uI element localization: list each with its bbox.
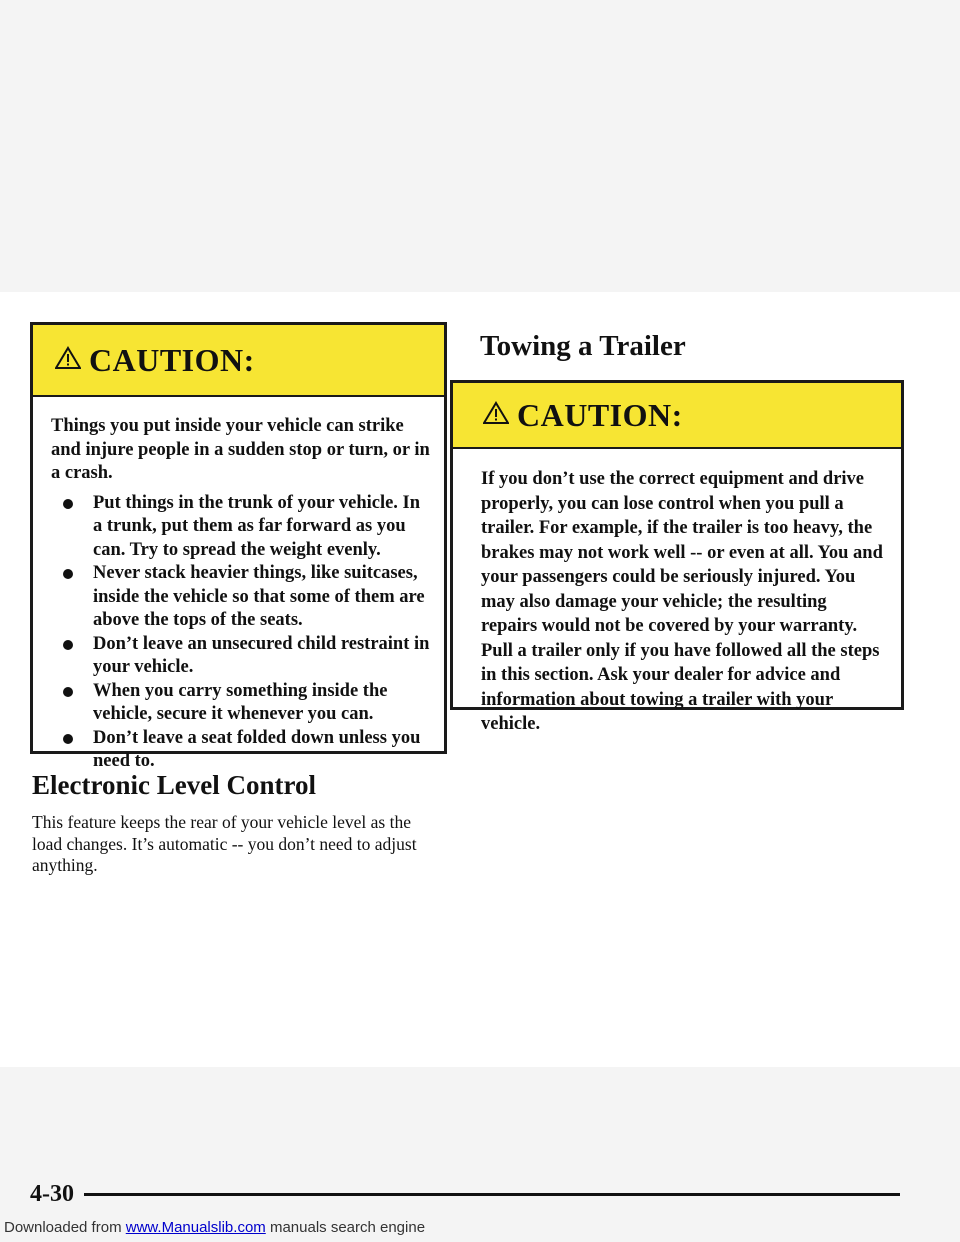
section-heading-towing: Towing a Trailer [480,330,686,362]
section-heading-electronic-level: Electronic Level Control [32,770,316,800]
caution-body [453,449,901,737]
warning-triangle-icon [55,346,81,375]
caution-bullet: Don’t leave an unsecured child restraint in your vehicle. [51,633,430,680]
caution-header [33,325,444,397]
watermark [4,1219,425,1236]
caution-bullet: Put things in the trunk of your vehicle. In a trunk, put them as far forward as you can. Try to spread the weight evenly. [51,492,430,563]
footer-rule [84,1193,900,1196]
caution-label: CAUTION: [89,341,255,378]
caution-bullet-list [51,492,430,774]
caution-intro: Things you put inside your vehicle can strike and injure people in a sudden stop or turn, or in a crash. [51,416,430,483]
caution-label: CAUTION: [517,396,683,433]
towing-caution-text: If you don’t use the correct equipment and drive properly, you can lose control when you pull a trailer. For example, if the trailer is too heavy, the brakes may not work well -- or even at all. You and your passengers could be seriously injured. You may also damage your vehicle; the resulting repairs would not be covered by your warranty. Pull a trailer only if you have followed all the steps in this section. Ask your dealer for advice and information about towing a trailer with your vehicle. [481,469,883,734]
page-number: 4-30 [30,1180,74,1207]
warning-triangle-icon [483,401,509,430]
caution-bullet: When you carry something inside the vehicle, secure it whenever you can. [51,680,430,727]
watermark-prefix: Downloaded from [4,1219,126,1236]
page-footer [30,1174,900,1214]
electronic-level-text: This feature keeps the rear of your vehicle level as the load changes. It’s automatic -- you don’t need to adjust anything. [32,812,417,875]
caution-bullet: Don’t leave a seat folded down unless you need to. [51,727,430,774]
manual-page [0,292,960,1207]
watermark-link[interactable]: www.Manualslib.com [125,1219,266,1236]
caution-box-cargo [30,322,447,771]
caution-box-towing [450,380,904,734]
watermark-suffix: manuals search engine [265,1219,426,1236]
caution-header [453,383,901,449]
caution-body [33,397,444,774]
caution-bullet: Never stack heavier things, like suitcases, inside the vehicle so that some of them are above the tops of the seats. [51,562,430,633]
